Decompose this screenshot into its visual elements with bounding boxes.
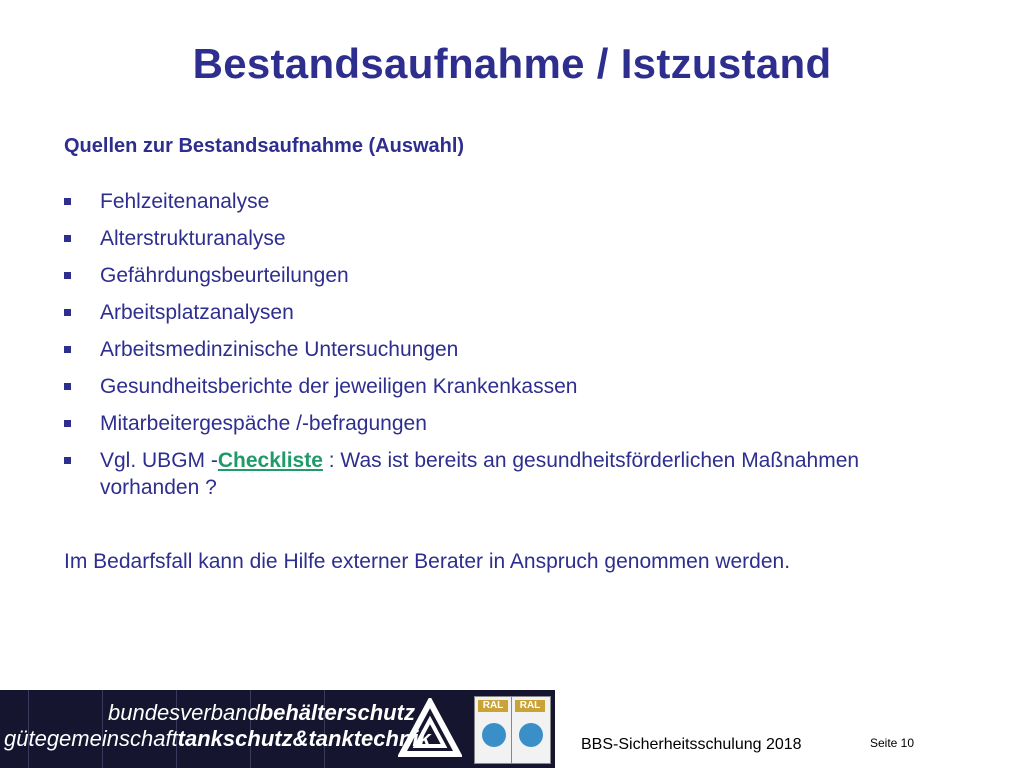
banner-line-1: bundesverbandbehälterschutz (108, 700, 415, 725)
list-item: Arbeitsplatzanalysen (64, 299, 964, 326)
note-text: Im Bedarfsfall kann die Hilfe externer Berater in Anspruch genommen werden. (64, 550, 791, 573)
ral-badge-icon: RAL (511, 696, 551, 764)
list-item: Gefährdungsbeurteilungen (64, 262, 964, 289)
banner-line-2: gütegemeinschafttankschutz&tanktechnik (4, 726, 431, 751)
list-item: Arbeitsmedinzinische Untersuchungen (64, 336, 964, 363)
bullet-marker-icon (64, 309, 71, 316)
bullet-marker-icon (64, 346, 71, 353)
ral-badge-icon: RAL (474, 696, 514, 764)
bullet-marker-icon (64, 235, 71, 242)
checklist-link[interactable]: Checkliste (217, 449, 323, 472)
footer-banner (0, 690, 555, 768)
slide-title: Bestandsaufnahme / Istzustand (192, 40, 832, 87)
list-item: Gesundheitsberichte der jeweiligen Krankenkassen (64, 373, 964, 400)
list-item-checklist: Vgl. UBGM -Checkliste : Was ist bereits an gesundheitsförderlichen Maßnahmen vorhanden ? (64, 447, 964, 501)
list-item: Alterstrukturanalyse (64, 225, 964, 252)
footer-text: BBS-Sicherheitsschulung 2018 (581, 736, 802, 753)
triangle-logo-icon (398, 698, 462, 760)
bullet-marker-icon (64, 383, 71, 390)
list-item: Fehlzeitenanalyse (64, 188, 964, 215)
bullet-marker-icon (64, 272, 71, 279)
bullet-marker-icon (64, 198, 71, 205)
bullet-marker-icon (64, 457, 71, 464)
slide-subtitle: Quellen zur Bestandsaufnahme (Auswahl) (64, 135, 465, 157)
page-number: Seite 10 (870, 736, 915, 750)
list-item: Mitarbeitergespäche /-befragungen (64, 410, 964, 437)
bullet-marker-icon (64, 420, 71, 427)
bullet-list (64, 188, 964, 511)
